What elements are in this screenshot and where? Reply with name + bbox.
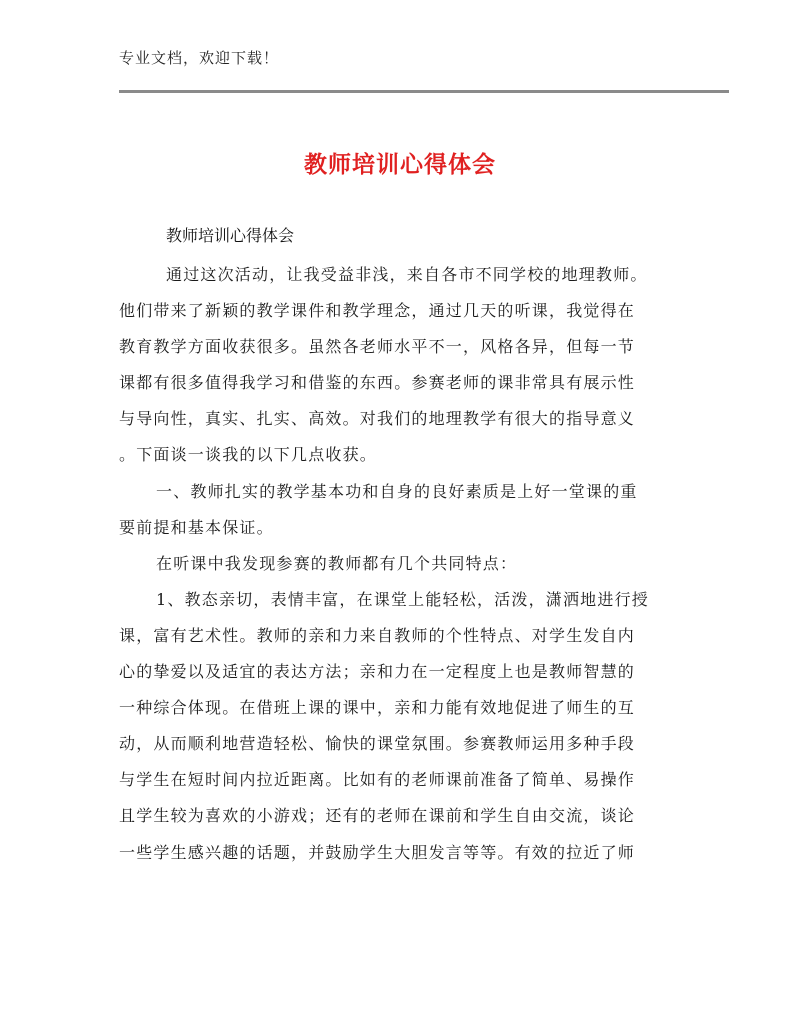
paragraph-line: 课，富有艺术性。教师的亲和力来自教师的个性特点、对学生发自内 bbox=[119, 625, 636, 645]
paragraph-line: 心的挚爱以及适宜的表达方法；亲和力在一定程度上也是教师智慧的 bbox=[119, 662, 636, 682]
document-title: 教师培训心得体会 bbox=[304, 152, 496, 178]
document-body bbox=[119, 257, 694, 871]
paragraph-line: 与导向性，真实、扎实、高效。对我们的地理教学有很大的指导意义 bbox=[119, 409, 636, 429]
paragraph-line: 他们带来了新颖的教学课件和教学理念，通过几天的听课，我觉得在 bbox=[119, 301, 636, 321]
section-heading: 教师培训心得体会 bbox=[166, 226, 295, 245]
paragraph-line: 课都有很多值得我学习和借鉴的东西。参赛老师的课非常具有展示性 bbox=[119, 373, 636, 393]
header-divider bbox=[119, 90, 729, 93]
paragraph-line: 教育教学方面收获很多。虽然各老师水平不一，风格各异，但每一节 bbox=[119, 337, 636, 357]
paragraph-line: 在听课中我发现参赛的教师都有几个共同特点： bbox=[156, 553, 518, 573]
paragraph-line: 一种综合体现。在借班上课的课中，亲和力能有效地促进了师生的互 bbox=[119, 698, 636, 718]
header-note: 专业文档，欢迎下载！ bbox=[119, 49, 280, 67]
paragraph-line: 要前提和基本保证。 bbox=[119, 517, 274, 537]
paragraph-line: 与学生在短时间内拉近距离。比如有的老师课前准备了简单、易操作 bbox=[119, 770, 636, 790]
paragraph-line: 动，从而顺利地营造轻松、愉快的课堂氛围。参赛教师运用多种手段 bbox=[119, 734, 636, 754]
paragraph-line: 一些学生感兴趣的话题，并鼓励学生大胆发言等等。有效的拉近了师 bbox=[119, 842, 636, 862]
paragraph-line: 一、教师扎实的教学基本功和自身的良好素质是上好一堂课的重 bbox=[156, 481, 638, 501]
paragraph-line: 1、教态亲切，表情丰富，在课堂上能轻松，活泼，潇洒地进行授 bbox=[156, 589, 649, 609]
paragraph-line: 。下面谈一谈我的以下几点收获。 bbox=[119, 445, 378, 465]
paragraph-line: 通过这次活动，让我受益非浅，来自各市不同学校的地理教师。 bbox=[166, 265, 648, 284]
paragraph-line: 且学生较为喜欢的小游戏；还有的老师在课前和学生自由交流，谈论 bbox=[119, 806, 636, 826]
